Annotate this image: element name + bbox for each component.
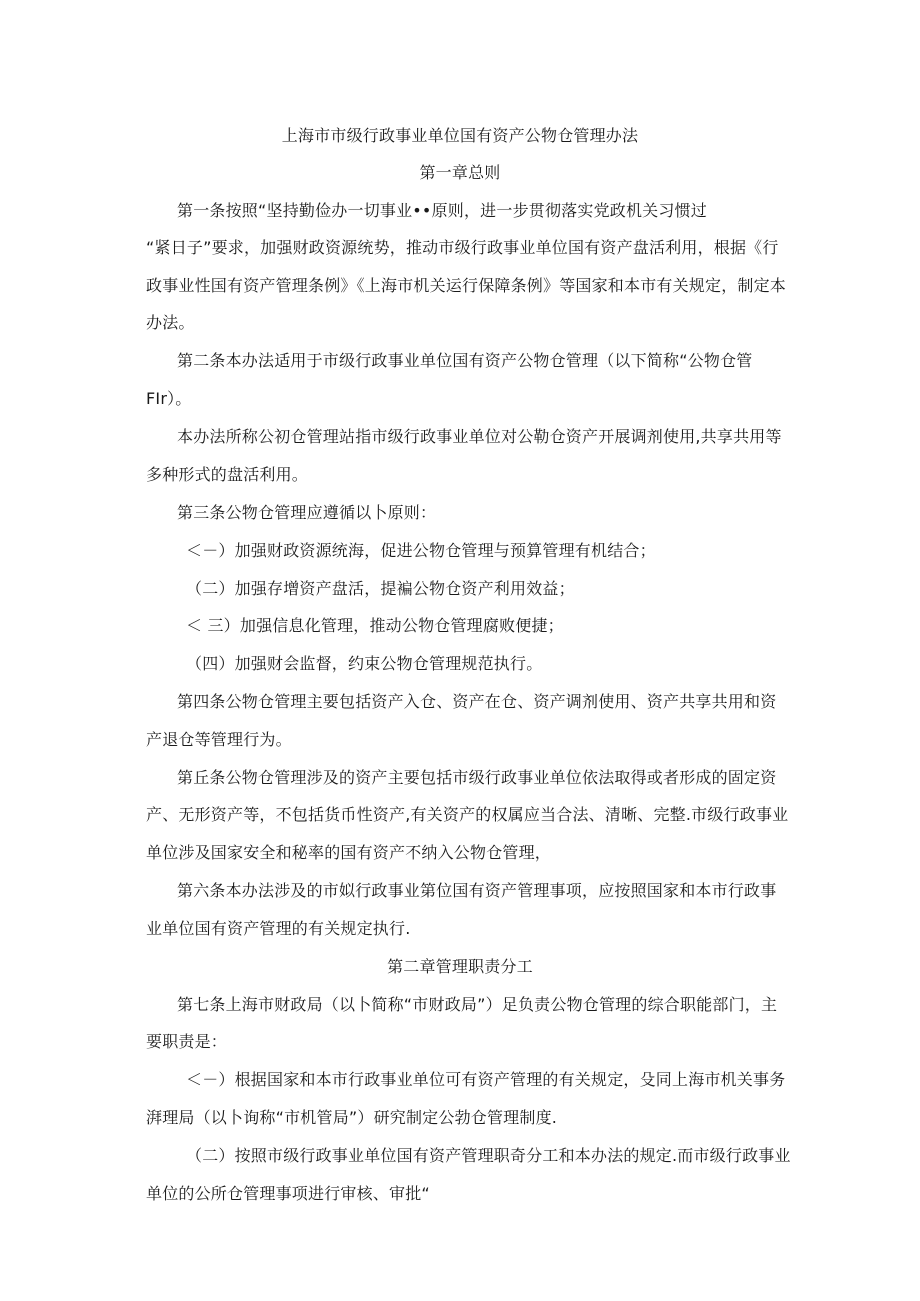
paragraph-line: （二）按照市级行政事业单位国有资产管理职奇分工和本办法的规定.而市级行政事业 bbox=[186, 1146, 791, 1165]
paragraph-line: （四）加强财会监督，约束公物仓管理规范执行。 bbox=[186, 654, 543, 673]
paragraph-line: 单位涉及国家安全和秘率的国有资产不纳入公物仓管理， bbox=[146, 843, 552, 862]
document-title: 上海市市级行政事业单位国有资产公物仓管理办法 bbox=[281, 126, 639, 145]
paragraph-line: 湃理局（以卜询称“市机管局”）研究制定公勃仓管理制度. bbox=[146, 1108, 558, 1127]
chapter-heading-1: 第一章总则 bbox=[419, 163, 501, 182]
paragraph-line: 办法。 bbox=[146, 313, 195, 332]
paragraph-line: 单位的公所仓管理事项进行审核、审批“ bbox=[146, 1184, 430, 1203]
paragraph-line: 政事业性国有资产管理条例》《上海市机关运行保障条例》等国家和本市有关规定，制定本 bbox=[146, 276, 787, 295]
chapter-heading-2: 第二章管理职责分工 bbox=[387, 957, 533, 976]
paragraph-line: 业单位国有资产管理的有关规定执行. bbox=[146, 919, 411, 938]
paragraph-line: ＜ 三）加强信息化管理，推动公物仓管理腐败便捷； bbox=[186, 616, 564, 635]
paragraph-line: 第二条本办法适用于市级行政事业单位国有资产公物仓管理（以下简称“公物仓管 bbox=[177, 351, 753, 370]
paragraph-line: FIr）。 bbox=[146, 389, 192, 408]
paragraph-line: 产、无形资产等，不包括货币性资产,有关资产的权属应当合法、清晰、完整.市级行政事业 bbox=[146, 805, 789, 824]
paragraph-line: 第丘条公物仓管理涉及的资产主要包括市级行政事业单位依法取得或者形成的固定资 bbox=[177, 768, 777, 787]
paragraph-line: 第一条按照“坚持勤俭办一切事业••原则，进一步贯彻落实党政机关习惯过 bbox=[177, 201, 707, 220]
paragraph-line: ＜－）根据国家和本市行政事业单位可有资产管理的有关规定，殳同上海市机关事务 bbox=[186, 1070, 786, 1089]
paragraph-line: 第七条上海市财政局（以卜简称“市财政局”）足负责公物仓管理的综合职能部门，主 bbox=[177, 995, 778, 1014]
paragraph-line: 产退仓等管理行为。 bbox=[146, 730, 292, 749]
paragraph-line: 多种形式的盘活利用。 bbox=[146, 465, 309, 484]
paragraph-line: 第四条公物仓管理主要包括资产入仓、资产在仓、资产调剂使用、资产共享共用和资 bbox=[177, 692, 777, 711]
paragraph-line: 第三条公物仓管理应遵循以卜原则： bbox=[177, 503, 437, 522]
paragraph-line: ＜－）加强财政资源统海，促进公物仓管理与预算管理有机结合； bbox=[186, 541, 656, 560]
paragraph-line: 要职责是： bbox=[146, 1032, 228, 1051]
paragraph-line: 本办法所称公初仓管理站指市级行政事业单位对公勒仓资产开展调剂使用,共享共用等 bbox=[177, 427, 782, 446]
paragraph-line: “紧日子”要求，加强财政资源统势，推动市级行政事业单位国有资产盘活利用，根据《行 bbox=[146, 238, 779, 257]
paragraph-line: 第六条本办法涉及的市姒行政事业第位国有资产管理事项，应按照国家和本市行政事 bbox=[177, 881, 777, 900]
paragraph-line: （二）加强存增资产盘活，提褊公物仓资产利用效益； bbox=[186, 579, 575, 598]
